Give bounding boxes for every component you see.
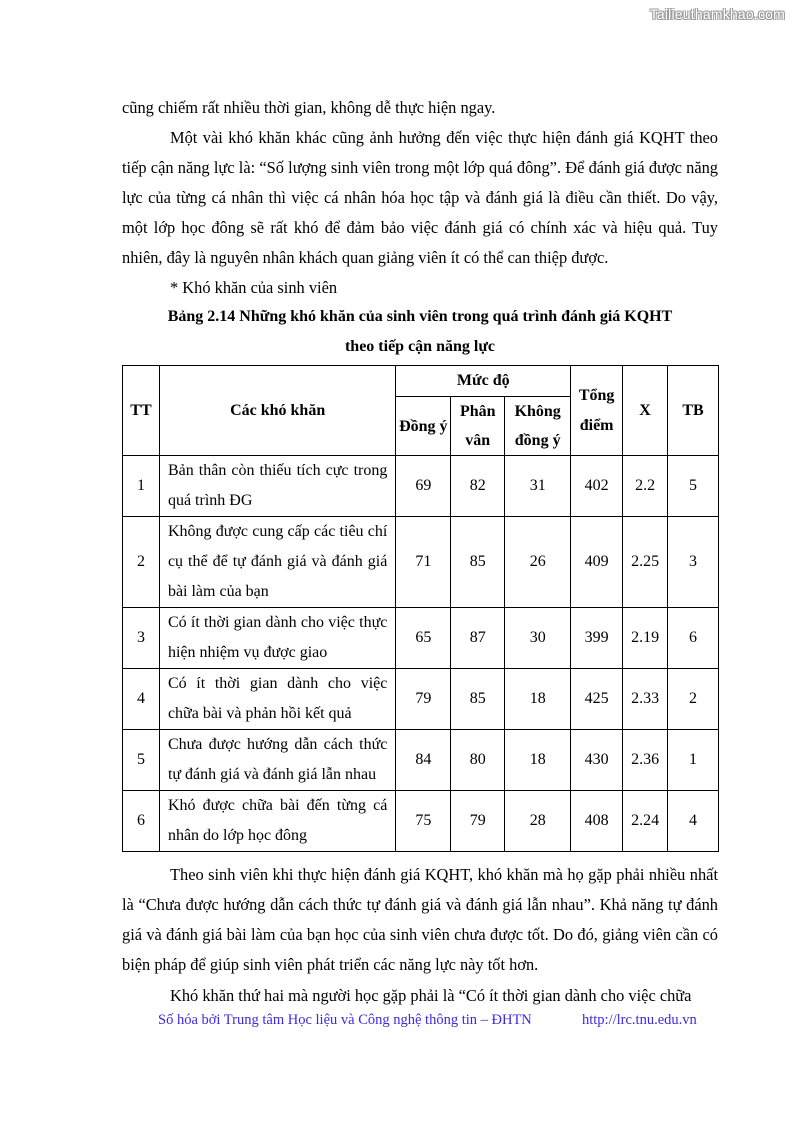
header-x: X: [623, 366, 668, 456]
cell-rank: 6: [668, 608, 719, 669]
cell-disagree: 28: [505, 791, 571, 852]
cell-tt: 4: [123, 669, 160, 730]
cell-disagree: 18: [505, 669, 571, 730]
table-row: [123, 791, 719, 852]
cell-rank: 3: [668, 517, 719, 608]
subheading-student-difficulties: * Khó khăn của sinh viên: [170, 278, 338, 297]
cell-disagree: 18: [505, 730, 571, 791]
table-row: [123, 730, 719, 791]
cell-agree: 84: [396, 730, 451, 791]
paragraph-continuation: cũng chiếm rất nhiều thời gian, không dễ thực hiện ngay.: [122, 98, 496, 117]
cell-x: 2.33: [623, 669, 668, 730]
header-neutral: Phân vân: [451, 397, 505, 456]
cell-difficulty: Bản thân còn thiếu tích cực trong quá trình ĐG: [159, 456, 395, 517]
cell-total: 408: [571, 791, 623, 852]
cell-rank: 4: [668, 791, 719, 852]
cell-neutral: 85: [451, 517, 505, 608]
header-total: Tổng điểm: [571, 366, 623, 456]
cell-total: 402: [571, 456, 623, 517]
cell-rank: 5: [668, 456, 719, 517]
cell-agree: 65: [396, 608, 451, 669]
cell-neutral: 79: [451, 791, 505, 852]
difficulties-table: [122, 365, 719, 852]
cell-x: 2.25: [623, 517, 668, 608]
cell-tt: 2: [123, 517, 160, 608]
cell-tt: 3: [123, 608, 160, 669]
header-level: Mức độ: [396, 366, 571, 397]
header-tt: TT: [123, 366, 160, 456]
table-caption-line2: theo tiếp cận năng lực: [344, 338, 496, 355]
cell-neutral: 85: [451, 669, 505, 730]
cell-total: 409: [571, 517, 623, 608]
table-row: [123, 608, 719, 669]
cell-tt: 5: [123, 730, 160, 791]
cell-difficulty: Có ít thời gian dành cho việc chữa bài và phản hồi kết quả: [159, 669, 395, 730]
paragraph-other-difficulties: Một vài khó khăn khác cũng ảnh hưởng đến việc thực hiện đánh giá KQHT theo tiếp cận năng lực là: “Số lượng sinh viên trong một lớp quá đông”. Để đánh giá được năng lực của từng cá nhân thì việc cá nhân hóa học tập và đánh giá là điều cần thiết. Do vậy, một lớp học đông sẽ rất khó để đảm bảo việc đánh giá có chính xác và hiệu quả. Tuy nhiên, đây là nguyên nhân khách quan giảng viên ít có thể can thiệp được.: [122, 128, 718, 267]
table-caption-line1: Bảng 2.14 Những khó khăn của sinh viên trong quá trình đánh giá KQHT: [167, 308, 673, 325]
cell-tt: 6: [123, 791, 160, 852]
paragraph-second-difficulty: Khó khăn thứ hai mà người học gặp phải là “Có ít thời gian dành cho việc chữa: [170, 986, 692, 1005]
cell-rank: 2: [668, 669, 719, 730]
cell-neutral: 82: [451, 456, 505, 517]
cell-difficulty: Không được cung cấp các tiêu chí cụ thể để tự đánh giá và đánh giá bài làm của bạn: [159, 517, 395, 608]
cell-x: 2.19: [623, 608, 668, 669]
cell-neutral: 87: [451, 608, 505, 669]
watermark-text: Tailieuthamkhao.com: [649, 6, 785, 22]
cell-agree: 75: [396, 791, 451, 852]
table-row: [123, 669, 719, 730]
cell-x: 2.2: [623, 456, 668, 517]
footer-url-link[interactable]: http://lrc.tnu.edu.vn: [582, 1012, 697, 1028]
cell-disagree: 31: [505, 456, 571, 517]
cell-total: 430: [571, 730, 623, 791]
cell-difficulty: Khó được chữa bài đến từng cá nhân do lớp học đông: [159, 791, 395, 852]
header-rank: TB: [668, 366, 719, 456]
cell-difficulty: Chưa được hướng dẫn cách thức tự đánh giá và đánh giá lẫn nhau: [159, 730, 395, 791]
cell-x: 2.36: [623, 730, 668, 791]
cell-difficulty: Có ít thời gian dành cho việc thực hiện nhiệm vụ được giao: [159, 608, 395, 669]
header-difficulty: Các khó khăn: [159, 366, 395, 456]
header-agree: Đồng ý: [396, 397, 451, 456]
cell-disagree: 30: [505, 608, 571, 669]
footer-text: Số hóa bởi Trung tâm Học liệu và Công nghệ thông tin – ĐHTN: [158, 1012, 532, 1028]
cell-disagree: 26: [505, 517, 571, 608]
table-row: [123, 517, 719, 608]
cell-total: 399: [571, 608, 623, 669]
cell-tt: 1: [123, 456, 160, 517]
table-row: [123, 456, 719, 517]
cell-agree: 79: [396, 669, 451, 730]
cell-agree: 69: [396, 456, 451, 517]
cell-total: 425: [571, 669, 623, 730]
cell-x: 2.24: [623, 791, 668, 852]
header-disagree: Không đồng ý: [505, 397, 571, 456]
cell-neutral: 80: [451, 730, 505, 791]
paragraph-student-findings: Theo sinh viên khi thực hiện đánh giá KQHT, khó khăn mà họ gặp phải nhiều nhất là “Chưa được hướng dẫn cách thức tự đánh giá và đánh giá lẫn nhau”. Khả năng tự đánh giá và đánh giá bài làm của bạn học của sinh viên chưa được tốt. Do đó, giảng viên cần có biện pháp để giúp sinh viên phát triển các năng lực này tốt hơn.: [122, 865, 718, 974]
cell-rank: 1: [668, 730, 719, 791]
cell-agree: 71: [396, 517, 451, 608]
